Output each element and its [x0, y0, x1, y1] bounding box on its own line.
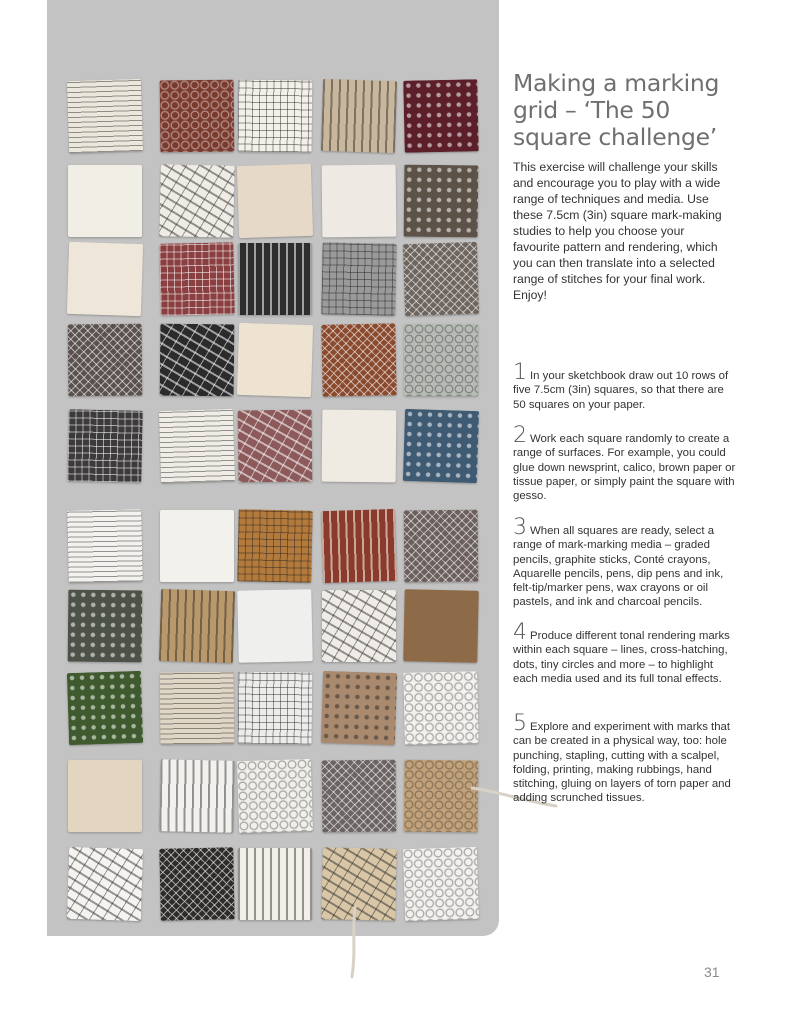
step-text: In your sketchbook draw out 10 rows of five 7.5cm (3in) squares, so that there are 50 squares on your paper.	[513, 370, 729, 411]
step-number: 4	[513, 620, 527, 645]
texture-swatch	[237, 589, 312, 663]
texture-swatch	[321, 323, 396, 397]
texture-swatch	[67, 671, 143, 745]
texture-swatch	[160, 672, 235, 745]
step-number: 1	[513, 360, 527, 385]
text-column	[513, 70, 733, 303]
step-text: When all squares are ready, select a range of mark-marking media – graded pencils, graphite sticks, Conté crayons, Aquarelle pencils, pens, dip pens and ink, felt-tip/marker pens, wax crayons or oil pastels, and ink and charcoal pencils.	[513, 525, 724, 609]
texture-swatch	[159, 589, 235, 663]
step-text: Produce different tonal rendering marks within each square – lines, cross-hatching, dots, tiny circles and more – to highlight each media used and its full tonal effects.	[513, 630, 730, 685]
texture-swatch	[68, 760, 142, 832]
texture-swatch	[404, 165, 479, 238]
texture-swatch	[321, 671, 397, 745]
texture-swatch	[68, 590, 143, 663]
texture-swatch	[238, 410, 313, 483]
texture-swatch	[322, 760, 397, 833]
string-tag-bottom	[340, 905, 370, 980]
texture-swatch	[403, 671, 478, 745]
texture-swatch	[403, 589, 478, 663]
texture-swatch	[238, 243, 312, 315]
step-text: Work each square randomly to create a range of surfaces. For example, you could glue down newsprint, calico, brown paper or tissue paper, or simply paint the square with gesso.	[513, 433, 736, 503]
texture-swatch	[237, 509, 312, 583]
texture-swatch	[322, 410, 397, 483]
texture-swatch	[67, 79, 143, 153]
step-text: Explore and experiment with marks that can be created in a physical way, too: hole punching, stapling, cutting with a scalpel, folding, printing, making rubbings, hand stitching, gluing on layers of torn paper and adding scrunched tissues.	[513, 721, 731, 805]
texture-swatch	[404, 760, 479, 833]
texture-swatch	[404, 510, 479, 583]
texture-swatch	[67, 409, 142, 483]
texture-swatch	[160, 80, 235, 153]
texture-swatch	[238, 80, 313, 153]
texture-swatch	[322, 590, 396, 662]
texture-swatch	[238, 848, 312, 920]
texture-swatch	[403, 847, 479, 921]
texture-swatch	[403, 79, 478, 153]
texture-swatch	[237, 164, 313, 238]
texture-swatch	[238, 672, 313, 745]
step-number: 3	[513, 515, 527, 540]
page-number: 31	[704, 964, 720, 980]
texture-swatch	[404, 324, 478, 396]
texture-swatch	[160, 324, 235, 397]
texture-swatch	[321, 509, 397, 583]
texture-swatch	[67, 242, 143, 316]
texture-swatch	[403, 242, 479, 316]
texture-swatch	[159, 164, 234, 238]
texture-swatch	[160, 510, 234, 582]
page-title: Making a marking grid – ‘The 50 square challenge’	[513, 69, 720, 151]
step-2	[513, 423, 739, 503]
texture-swatch	[322, 165, 397, 238]
texture-swatch	[321, 79, 397, 153]
intro-paragraph: This exercise will challenge your skills and encourage you to play with a wide range of techniques and media. Use these 7.5cm (3in) square mark-making studies to help you choose your favourite pattern and rendering, which you can then translate into a selected range of stitches for your final work. Enjoy!	[513, 160, 722, 302]
texture-swatch	[68, 324, 143, 397]
texture-swatch	[67, 847, 143, 921]
texture-swatch	[321, 242, 396, 316]
texture-swatch	[403, 409, 479, 483]
step-number: 5	[513, 711, 527, 736]
texture-swatch	[237, 323, 313, 397]
texture-swatch	[159, 242, 234, 316]
step-number: 2	[513, 423, 527, 448]
step-3	[513, 515, 739, 610]
step-4	[513, 620, 739, 686]
texture-swatch	[237, 759, 313, 833]
texture-swatch	[67, 509, 142, 583]
texture-swatch	[159, 759, 234, 833]
texture-swatch	[159, 847, 234, 921]
step-5	[513, 711, 739, 806]
step-1	[513, 360, 739, 412]
texture-swatch	[68, 165, 142, 237]
texture-swatch	[159, 409, 235, 483]
